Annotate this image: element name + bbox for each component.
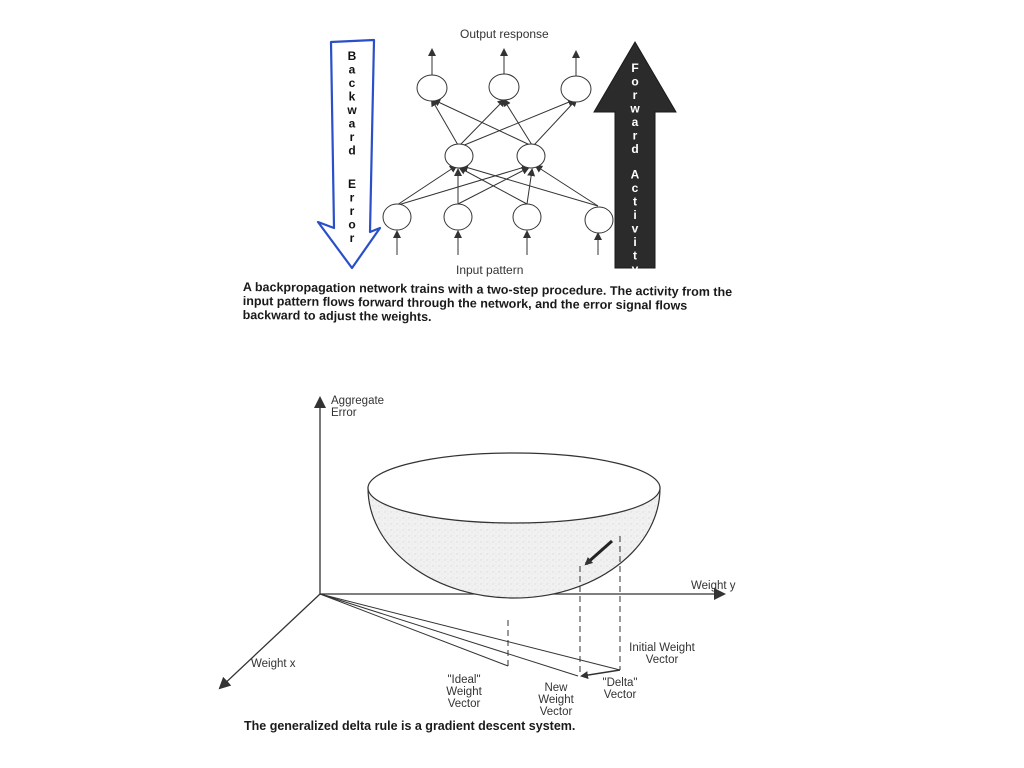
- svg-text:Weight: Weight: [538, 694, 574, 706]
- svg-text:"Ideal": "Ideal": [447, 674, 481, 686]
- svg-text:Vector: Vector: [539, 706, 573, 718]
- hidden-output-connections: [432, 100, 576, 146]
- hidden-node: [517, 144, 545, 168]
- delta-rule-caption: The generalized delta rule is a gradient descent system.: [244, 719, 576, 733]
- input-node: [444, 204, 472, 230]
- output-nodes: [417, 74, 591, 102]
- ideal-weight-label: [446, 674, 482, 710]
- svg-text:Vector: Vector: [447, 698, 481, 710]
- error-surface-diagram: [220, 395, 736, 718]
- output-node: [417, 75, 447, 101]
- backprop-caption: A backpropagation network trains with a two-step procedure. The activity from the input pattern flows forward through the network, and the error signal flows backward to adjust the weights.: [242, 280, 733, 324]
- input-node: [585, 207, 613, 233]
- forward-activity-text: F o r w a r d A c t i v i t y: [630, 61, 640, 276]
- new-weight-label: [538, 682, 574, 718]
- output-response-label: Output response: [460, 27, 549, 41]
- aggregate-error-label-2: Error: [331, 407, 357, 419]
- ideal-vector-line: [320, 594, 508, 666]
- delta-vector-label: [602, 677, 637, 701]
- x-axis: [220, 594, 320, 688]
- aggregate-error-label-1: Aggregate: [331, 395, 385, 407]
- bowl-rim: [368, 453, 660, 523]
- backward-error-text: B a c k w a r d E r r o r: [347, 49, 357, 245]
- delta-vector-line: [582, 670, 620, 676]
- svg-text:Vector: Vector: [645, 654, 679, 666]
- svg-text:Vector: Vector: [603, 689, 637, 701]
- weight-y-label: Weight y: [691, 580, 736, 592]
- input-nodes: [383, 204, 613, 233]
- hidden-node: [445, 144, 473, 168]
- input-node: [513, 204, 541, 230]
- input-hidden-connections: [397, 166, 598, 206]
- svg-text:"Delta": "Delta": [602, 677, 638, 689]
- svg-text:New: New: [544, 682, 568, 694]
- backward-error-arrow: [318, 40, 380, 268]
- backprop-network: [318, 27, 676, 277]
- hidden-nodes: [445, 144, 545, 168]
- input-pattern-label: Input pattern: [456, 263, 524, 277]
- svg-text:Weight: Weight: [446, 686, 482, 698]
- input-node: [383, 204, 411, 230]
- svg-text:Initial Weight: Initial Weight: [629, 642, 695, 654]
- initial-vector-line: [320, 594, 620, 670]
- output-node: [489, 74, 519, 100]
- initial-weight-label: [629, 642, 695, 666]
- forward-activity-arrow: [594, 42, 676, 276]
- new-vector-line: [320, 594, 578, 676]
- weight-x-label: Weight x: [251, 658, 296, 670]
- output-node: [561, 76, 591, 102]
